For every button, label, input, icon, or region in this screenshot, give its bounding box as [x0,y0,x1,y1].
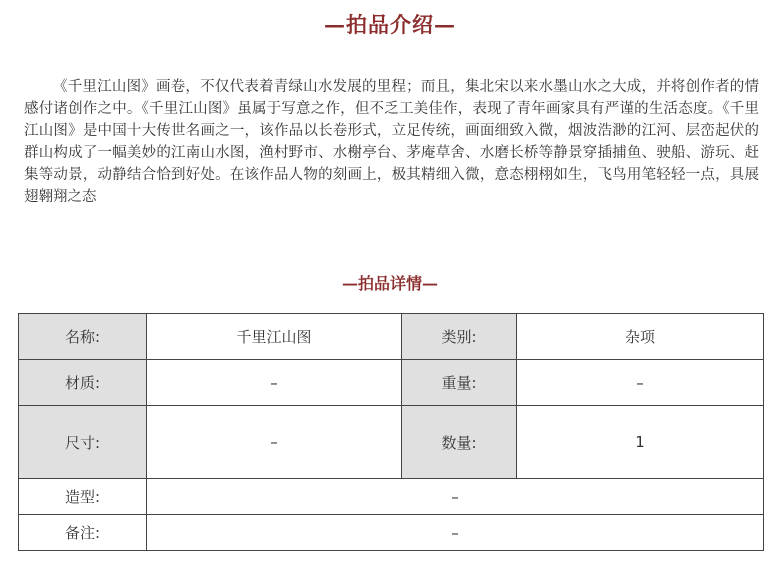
table-row [19,406,764,479]
table-row [19,515,764,551]
remark-value: – [147,515,764,551]
material-label: 材质: [19,360,147,406]
shape-value: – [147,479,764,515]
weight-value: – [517,360,764,406]
quantity-value: 1 [517,406,764,479]
remark-label: 备注: [19,515,147,551]
name-value: 千里江山图 [147,314,402,360]
weight-label: 重量: [402,360,517,406]
material-value: – [147,360,402,406]
size-label: 尺寸: [19,406,147,479]
quantity-label: 数量: [402,406,517,479]
category-value: 杂项 [517,314,764,360]
name-label: 名称: [19,314,147,360]
size-value: – [147,406,402,479]
table-row [19,314,764,360]
detail-table [18,313,764,551]
category-label: 类别: [402,314,517,360]
table-row [19,479,764,515]
intro-section-title: —拍品介绍— [324,12,456,37]
detail-section-title: —拍品详情— [341,274,438,293]
shape-label: 造型: [19,479,147,515]
table-row [19,360,764,406]
intro-paragraph: 《千里江山图》画卷，不仅代表着青绿山水发展的里程；而且，集北宋以来水墨山水之大成，并将创作者的情感付诸创作之中。《千里江山图》虽属于写意之作，但不乏工美佳作，表现了青年画家具有严谨的生活态度。《千里江山图》是中国十大传世名画之一，该作品以长卷形式，立足传统，画面细致入微，烟波浩渺的江河、层峦起伏的群山构成了一幅美妙的江南山水图，渔村野市、水榭亭台、茅庵草舍、水磨长桥等静景穿插捕鱼、驶船、游玩、赶集等动景，动静结合恰到好处。在该作品人物的刻画上，极其精细入微，意态栩栩如生，飞鸟用笔轻轻一点，具展翅翱翔之态 [24,79,759,205]
